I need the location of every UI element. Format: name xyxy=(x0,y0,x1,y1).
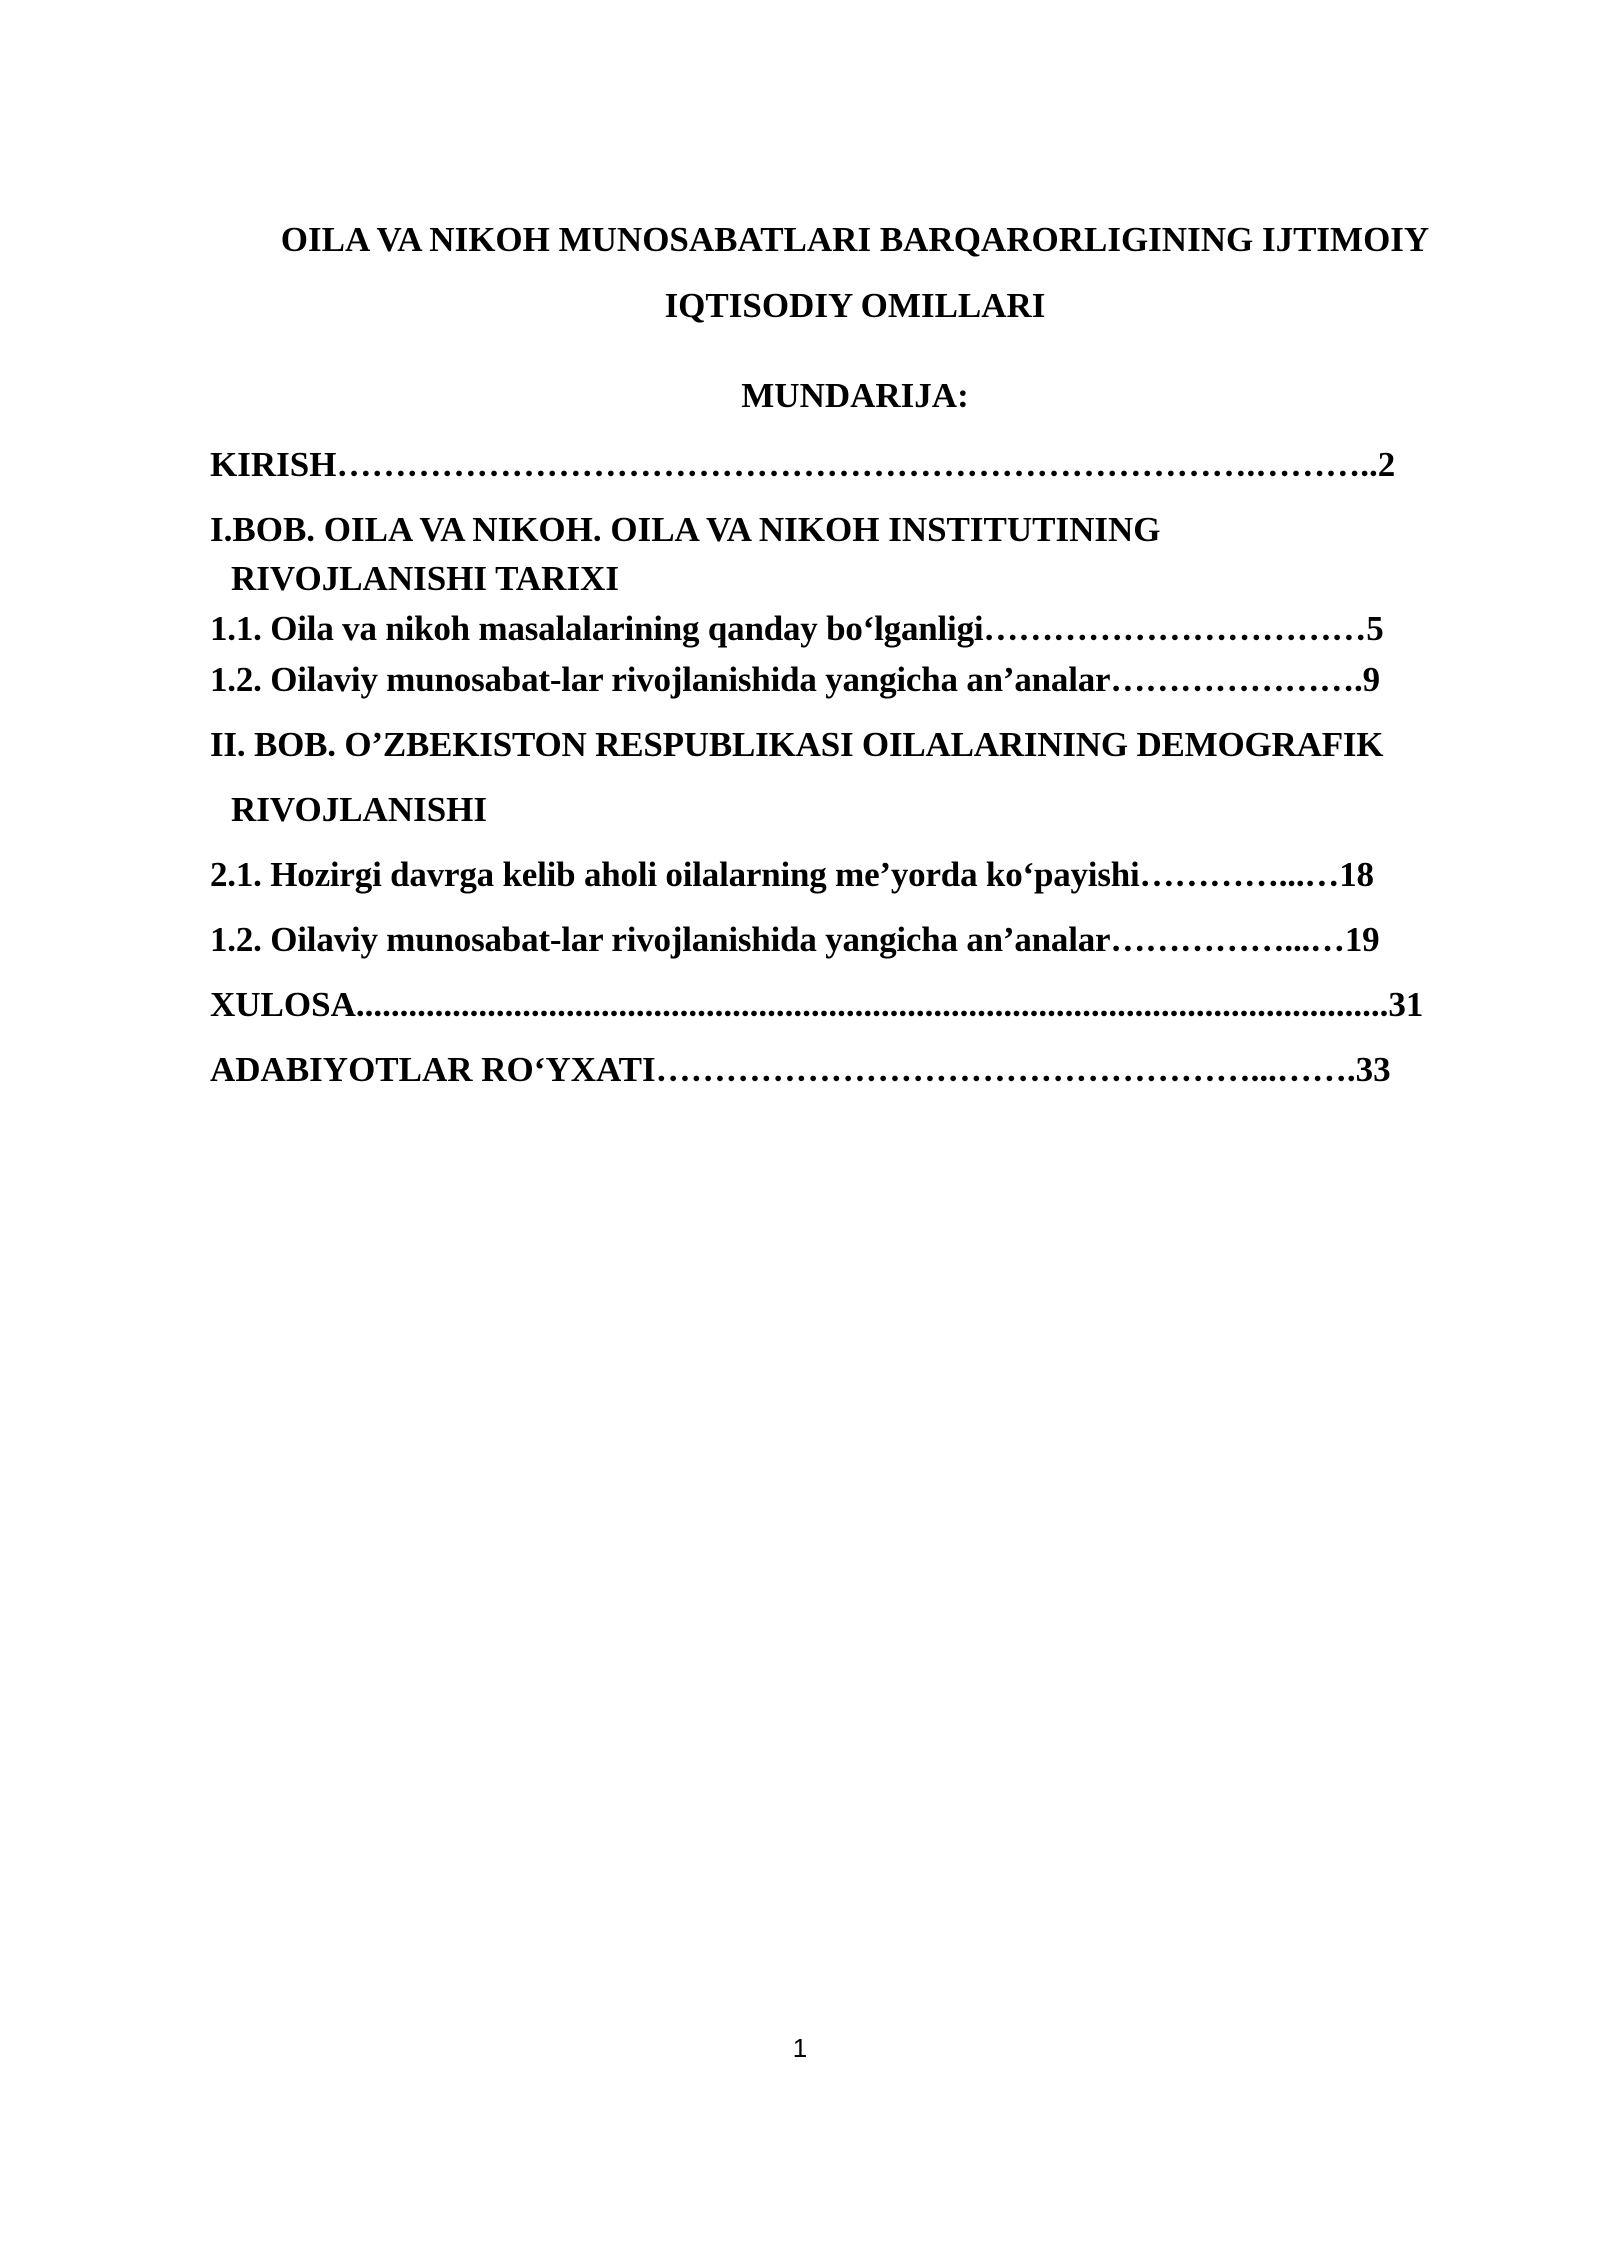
toc-entry-text: XULOSA xyxy=(210,985,356,1024)
toc-entry-chapter-2-cont[interactable] xyxy=(231,788,1492,832)
toc-entry-text: KIRISH xyxy=(210,445,337,484)
toc-leader-dots: ……………………………………………...……. xyxy=(655,1050,1356,1089)
toc-entry-adabiyotlar[interactable] xyxy=(210,1048,1492,1092)
toc-entry-text: RIVOJLANISHI xyxy=(231,790,488,829)
toc-entry-text: 1.2. Oilaviy munosabat-lar rivojlanishida yangicha an’analar xyxy=(210,660,1111,699)
page-number: 1 xyxy=(792,2033,808,2063)
toc-page-number: 9 xyxy=(1362,660,1380,699)
toc-entry-kirish[interactable] xyxy=(210,443,1492,487)
toc-entry-text: II. BOB. O’ZBEKISTON RESPUBLIKASI OILALARINING DEMOGRAFIK xyxy=(210,725,1384,764)
toc-page-number: 2 xyxy=(1377,445,1396,484)
toc-entry-text: 1.1. Oila va nikoh masalalarining qanday bo‘lganligi xyxy=(210,609,984,648)
toc-page-number: 31 xyxy=(1388,985,1424,1024)
toc-entry-text: ADABIYOTLAR RO‘YXATI xyxy=(210,1050,656,1089)
toc-leader-dots: …………………………………………………………………….……….. xyxy=(336,445,1378,484)
document-title-line-1: OILA VA NIKOH MUNOSABATLARI BARQARORLIGINING IJTIMOIY xyxy=(280,220,1430,259)
toc-page-number: 5 xyxy=(1366,609,1384,648)
toc-entry-1-2[interactable] xyxy=(210,658,1492,702)
toc-heading: MUNDARIJA: xyxy=(741,376,969,415)
toc-entry-xulosa[interactable] xyxy=(210,983,1492,1027)
toc-entry-text: 2.1. Hozirgi davrga kelib aholi oilalarning me’yorda ko‘payishi xyxy=(210,855,1140,894)
toc-entry-2-2[interactable] xyxy=(210,918,1492,962)
toc-page-number: 18 xyxy=(1339,855,1374,894)
toc-entry-text: RIVOJLANISHI TARIXI xyxy=(231,559,619,598)
toc-entry-chapter-1[interactable] xyxy=(210,508,1492,552)
toc-entry-text: 1.2. Oilaviy munosabat-lar rivojlanishida yangicha an’analar xyxy=(210,920,1111,959)
toc-leader-dots: …………...… xyxy=(1139,855,1340,894)
toc-leader-dots: ……………...… xyxy=(1110,920,1345,959)
document-title-line-2: IQTISODIY OMILLARI xyxy=(664,286,1046,325)
toc-entry-chapter-1-cont[interactable] xyxy=(231,557,1492,601)
toc-page-number: 19 xyxy=(1344,920,1380,959)
toc-entry-2-1[interactable] xyxy=(210,853,1492,897)
toc-page-number: 33 xyxy=(1355,1050,1391,1089)
toc-entry-1-1[interactable] xyxy=(210,607,1492,651)
toc-leader-dots: ...................................................................................................................... xyxy=(355,985,1389,1024)
toc-entry-text: I.BOB. OILA VA NIKOH. OILA VA NIKOH INSTITUTINING xyxy=(210,510,1161,549)
toc-leader-dots: …………………. xyxy=(1110,660,1363,699)
toc-entry-chapter-2[interactable] xyxy=(210,723,1492,767)
toc-leader-dots: …………………………… xyxy=(983,609,1367,648)
